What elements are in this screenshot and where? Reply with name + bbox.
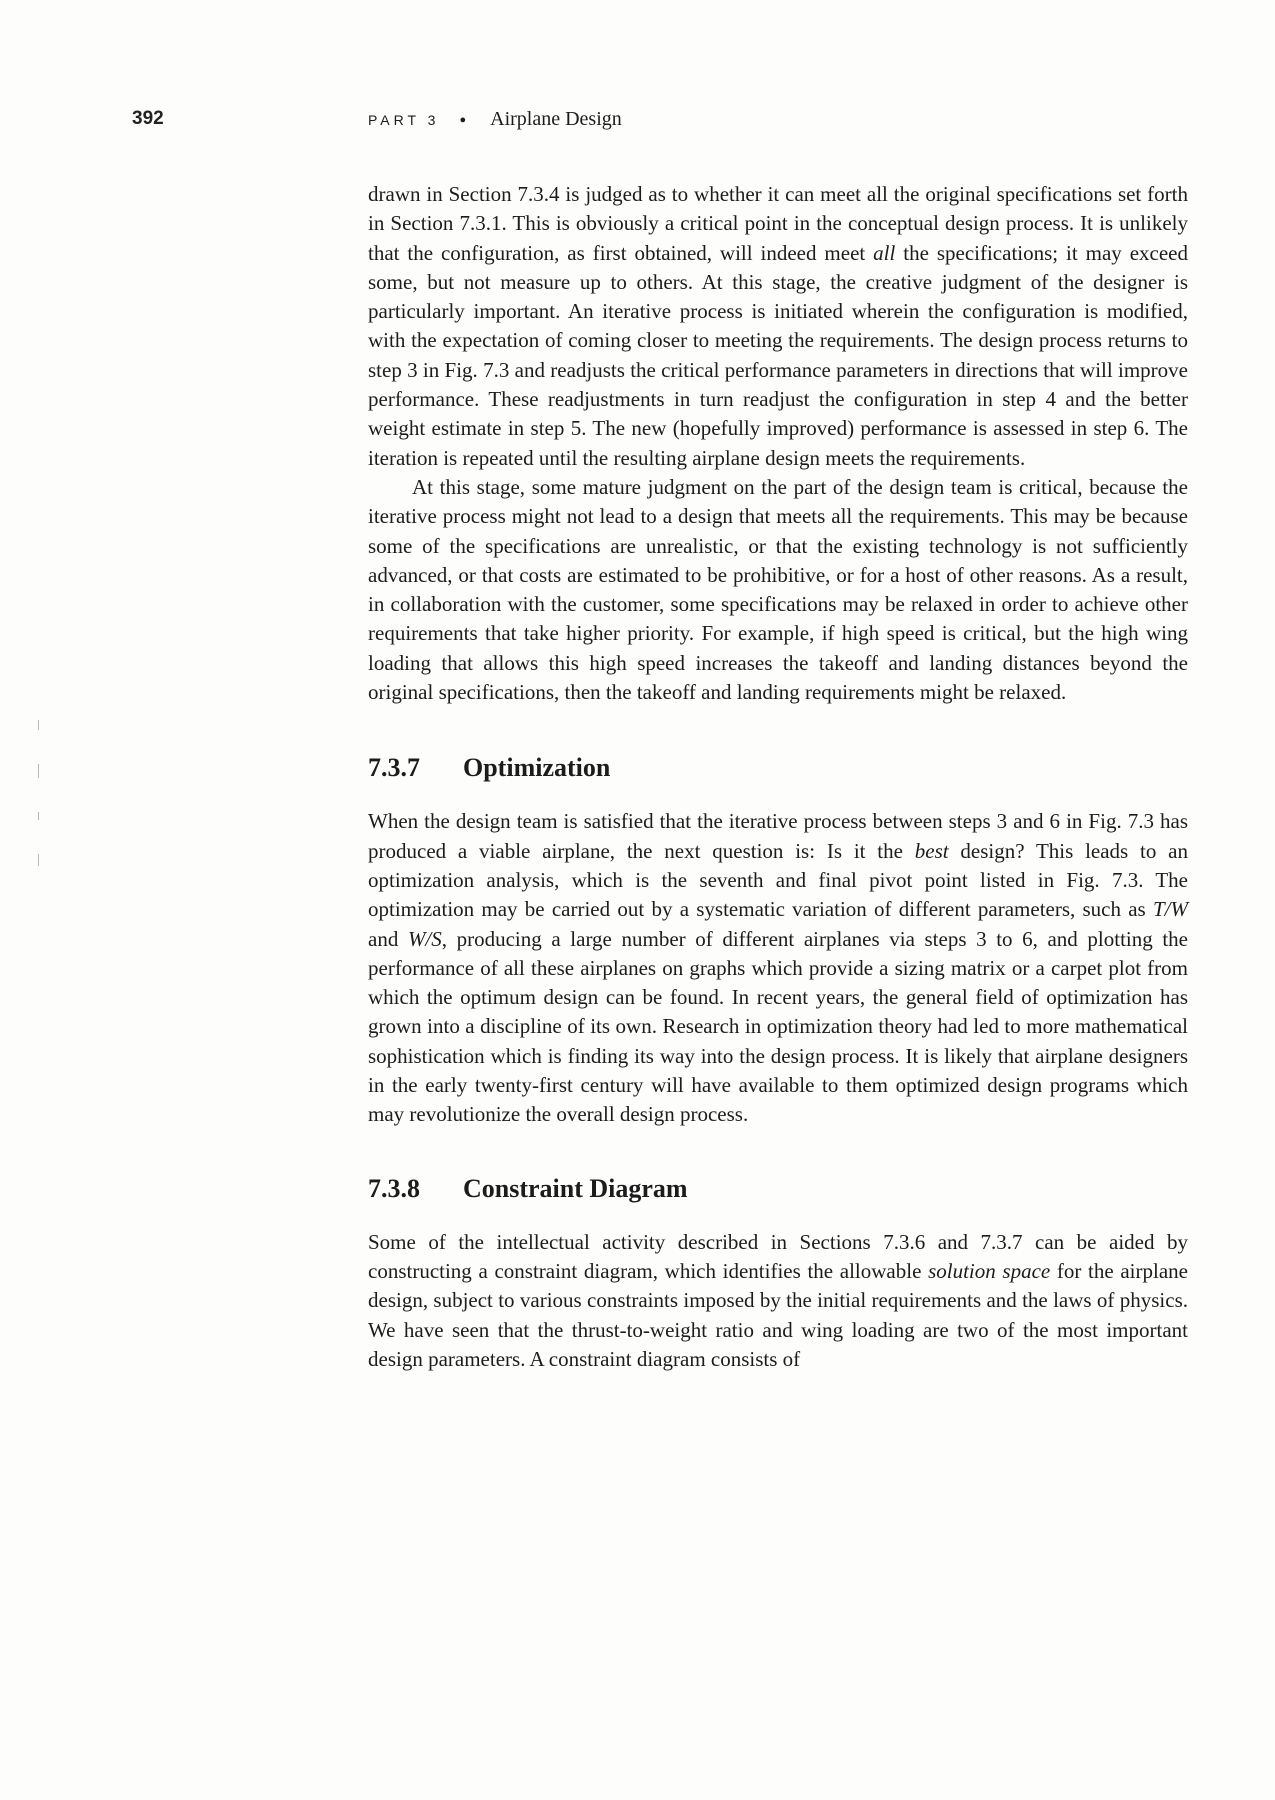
margin-scan-marks xyxy=(38,720,40,900)
part-label: PART 3 xyxy=(368,112,440,128)
paragraph: drawn in Section 7.3.4 is judged as to whether it can meet all the original specifications set forth in Section 7.3.1. This is obviously a critical point in the conceptual design process. It is unlikely that the configuration, as first obtained, will indeed meet all the specifications; it may exceed some, but not measure up to others. At this stage, the creative judgment of the designer is particularly important. An iterative process is initiated wherein the configuration is modified, with the expectation of coming closer to meeting the requirements. The design process returns to step 3 in Fig. 7.3 and readjusts the critical performance parameters in directions that will improve performance. These readjustments in turn readjust the configuration in step 4 and the better weight estimate in step 5. The new (hopefully improved) performance is assessed in step 6. The iteration is repeated until the resulting airplane design meets the requirements. xyxy=(368,182,1188,470)
running-head xyxy=(368,108,622,131)
body-text xyxy=(368,180,1188,1374)
paragraph: When the design team is satisfied that the iterative process between steps 3 and 6 in Fig. 7.3 has produced a viable airplane, the next question is: Is it the best design? This leads to an optimization analysis, which is the seventh and final pivot point listed in Fig. 7.3. The optimization may be carried out by a systematic variation of different parameters, such as T/W and W/S, producing a large number of different airplanes via steps 3 to 6, and plotting the performance of all these airplanes on graphs which provide a sizing matrix or a carpet plot from which the optimum design can be found. In recent years, the general field of optimization has grown into a discipline of its own. Research in optimization theory had led to more mathematical sophistication which is finding its way into the design process. It is likely that airplane designers in the early twenty-first century will have available to them optimized design programs which may revolutionize the overall design process. xyxy=(368,809,1189,1127)
section-heading-optimization: 7.3.7 Optimization xyxy=(368,753,611,783)
part-title: Airplane Design xyxy=(490,108,622,130)
section-heading-constraint-diagram: 7.3.8 Constraint Diagram xyxy=(368,1173,688,1203)
paragraph: At this stage, some mature judgment on the part of the design team is critical, because the iterative process might not lead to a design that meets all the requirements. This may be because some of the specifications are unrealistic, or that the existing technology is not sufficiently advanced, or that costs are estimated to be prohibitive, or for a host of other reasons. As a result, in collaboration with the customer, some specifications may be relaxed in order to achieve other requirements that take higher priority. For example, if high speed is critical, but the high wing loading that allows this high speed increases the takeoff and landing distances beyond the original specifications, then the takeoff and landing requirements might be relaxed. xyxy=(368,474,1188,705)
bullet-icon: ● xyxy=(459,114,467,126)
page-number: 392 xyxy=(132,108,164,129)
paragraph: Some of the intellectual activity described in Sections 7.3.6 and 7.3.7 can be aided by constructing a constraint diagram, which identifies the allowable solution space for the airplane design, subject to various constraints imposed by the initial requirements and the laws of physics. We have seen that the thrust-to-weight ratio and wing loading are two of the most important design parameters. A constraint diagram consists of xyxy=(368,1229,1188,1371)
